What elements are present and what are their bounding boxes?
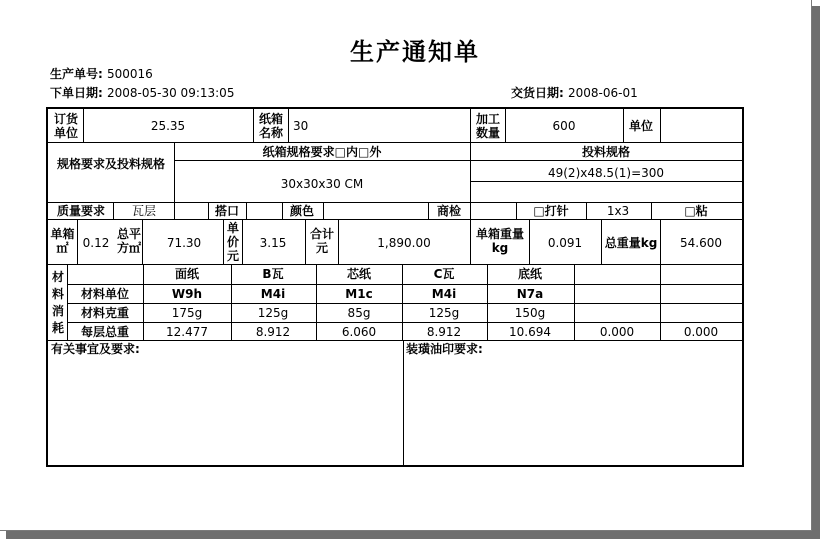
weight-per-box-label: 单箱重量kg <box>475 227 524 255</box>
process-qty-value: 600 <box>552 119 576 133</box>
material-cell: N7a <box>516 287 544 301</box>
vline <box>208 202 209 219</box>
joint-label: 搭口 <box>214 204 240 218</box>
trademark-label: 商检 <box>436 204 462 218</box>
vline <box>246 202 247 219</box>
feed-spec-value: 49(2)x48.5(1)=300 <box>547 166 665 180</box>
vline <box>231 264 232 340</box>
hline <box>48 142 742 143</box>
material-col-header: C瓦 <box>433 267 455 281</box>
order-unit-value: 25.35 <box>150 119 186 133</box>
hline <box>470 181 742 182</box>
vline <box>505 109 506 142</box>
vline <box>586 202 587 219</box>
hline <box>48 219 742 220</box>
material-row-label: 材料单位 <box>80 287 130 301</box>
material-cell: 175g <box>171 306 203 320</box>
vline <box>142 219 143 264</box>
material-cell: M4i <box>431 287 457 301</box>
carton-spec-label: 纸箱规格要求□内□外 <box>262 145 382 159</box>
delivery-date-label: 交货日期: <box>511 86 564 100</box>
hline <box>48 340 742 341</box>
total-area-label: 总平方㎡ <box>116 227 141 255</box>
total-weight-value: 54.600 <box>680 236 722 250</box>
vline <box>623 109 624 142</box>
material-col-header: 底纸 <box>517 267 543 281</box>
page-title: 生产通知单 <box>350 38 480 66</box>
vline <box>403 340 404 465</box>
flute-label: 瓦层 <box>131 204 157 218</box>
area-per-box-value: 0.12 <box>82 236 110 250</box>
vline <box>487 264 488 340</box>
vline <box>428 202 429 219</box>
material-cell: 150g <box>514 306 546 320</box>
staple-checkbox[interactable]: □打针 <box>533 204 569 218</box>
material-row-label: 每层总重 <box>80 325 130 339</box>
vline <box>242 219 243 264</box>
color-label: 颜色 <box>289 204 315 218</box>
vline <box>67 264 68 340</box>
hline <box>174 160 470 161</box>
material-col-header: 面纸 <box>174 267 200 281</box>
vline <box>574 264 575 340</box>
vline <box>601 219 602 264</box>
vline <box>316 264 317 340</box>
vline <box>174 142 175 202</box>
page-shadow-right <box>812 6 820 539</box>
materials-side-label: 材料消耗 <box>51 270 64 335</box>
hline <box>48 264 742 265</box>
material-cell: 0.000 <box>599 325 635 339</box>
hline <box>67 303 742 304</box>
material-cell: M1c <box>345 287 373 301</box>
order-date <box>50 84 234 101</box>
vline <box>470 202 471 219</box>
unit-label: 单位 <box>628 119 654 133</box>
material-cell: 8.912 <box>255 325 291 339</box>
total-weight-label: 总重量kg <box>604 236 658 250</box>
vline <box>516 202 517 219</box>
material-cell: 12.477 <box>166 325 208 339</box>
hline <box>67 284 742 285</box>
vline <box>651 202 652 219</box>
order-no <box>50 65 153 82</box>
vline <box>113 202 114 219</box>
total-value: 1,890.00 <box>377 236 431 250</box>
vline <box>83 109 84 142</box>
vline <box>660 219 661 264</box>
vline <box>338 219 339 264</box>
material-cell: 10.694 <box>509 325 551 339</box>
page-shadow-bottom <box>6 531 820 539</box>
vline <box>470 219 471 264</box>
hline <box>470 160 742 161</box>
glue-checkbox[interactable]: □粘 <box>684 204 708 218</box>
material-cell: 125g <box>428 306 460 320</box>
notice-form-table <box>46 107 744 467</box>
vline <box>660 109 661 142</box>
quality-label: 质量要求 <box>56 204 106 218</box>
vline <box>402 264 403 340</box>
carton-spec-value: 30x30x30 CM <box>280 177 364 191</box>
total-area-value: 71.30 <box>166 236 202 250</box>
material-cell: 6.060 <box>341 325 377 339</box>
order-unit-label: 订货单位 <box>53 112 78 140</box>
spec-left-label: 规格要求及投料规格 <box>56 157 165 171</box>
process-qty-label: 加工数量 <box>475 112 500 140</box>
unit-price-label: 单价元 <box>226 221 239 263</box>
vline <box>323 202 324 219</box>
feed-spec-label: 投料规格 <box>581 145 631 159</box>
vline <box>660 264 661 340</box>
vline <box>282 202 283 219</box>
material-col-header: B瓦 <box>262 267 284 281</box>
packing-label: 装璜油印要求: <box>406 342 483 356</box>
total-label: 合计元 <box>309 227 334 255</box>
vline <box>174 202 175 219</box>
area-per-box-label: 单箱㎡ <box>50 227 75 255</box>
staple-value: 1x3 <box>606 204 630 218</box>
hline <box>48 202 742 203</box>
vline <box>529 219 530 264</box>
order-date-label: 下单日期: <box>50 86 103 100</box>
material-cell: 85g <box>347 306 371 320</box>
vline <box>305 219 306 264</box>
delivery-date <box>511 84 638 101</box>
vline <box>288 109 289 142</box>
vline <box>253 109 254 142</box>
material-cell: 125g <box>257 306 289 320</box>
vline <box>470 109 471 202</box>
order-no-label: 生产单号: <box>50 67 103 81</box>
weight-per-box-value: 0.091 <box>547 236 583 250</box>
unit-price-value: 3.15 <box>259 236 287 250</box>
material-col-header: 芯纸 <box>346 267 372 281</box>
material-row-label: 材料克重 <box>80 306 130 320</box>
material-cell: W9h <box>171 287 203 301</box>
carton-name-value: 30 <box>293 119 309 133</box>
order-no-value: 500016 <box>107 67 153 81</box>
vline <box>143 264 144 340</box>
hline <box>67 322 742 323</box>
material-cell: M4i <box>260 287 286 301</box>
delivery-date-value: 2008-06-01 <box>568 86 638 100</box>
order-date-value: 2008-05-30 09:13:05 <box>107 86 235 100</box>
vline <box>223 219 224 264</box>
requirements-label: 有关事宜及要求: <box>51 342 140 356</box>
material-cell: 8.912 <box>426 325 462 339</box>
vline <box>77 219 78 264</box>
material-cell: 0.000 <box>683 325 719 339</box>
carton-name-label: 纸箱名称 <box>258 112 283 140</box>
